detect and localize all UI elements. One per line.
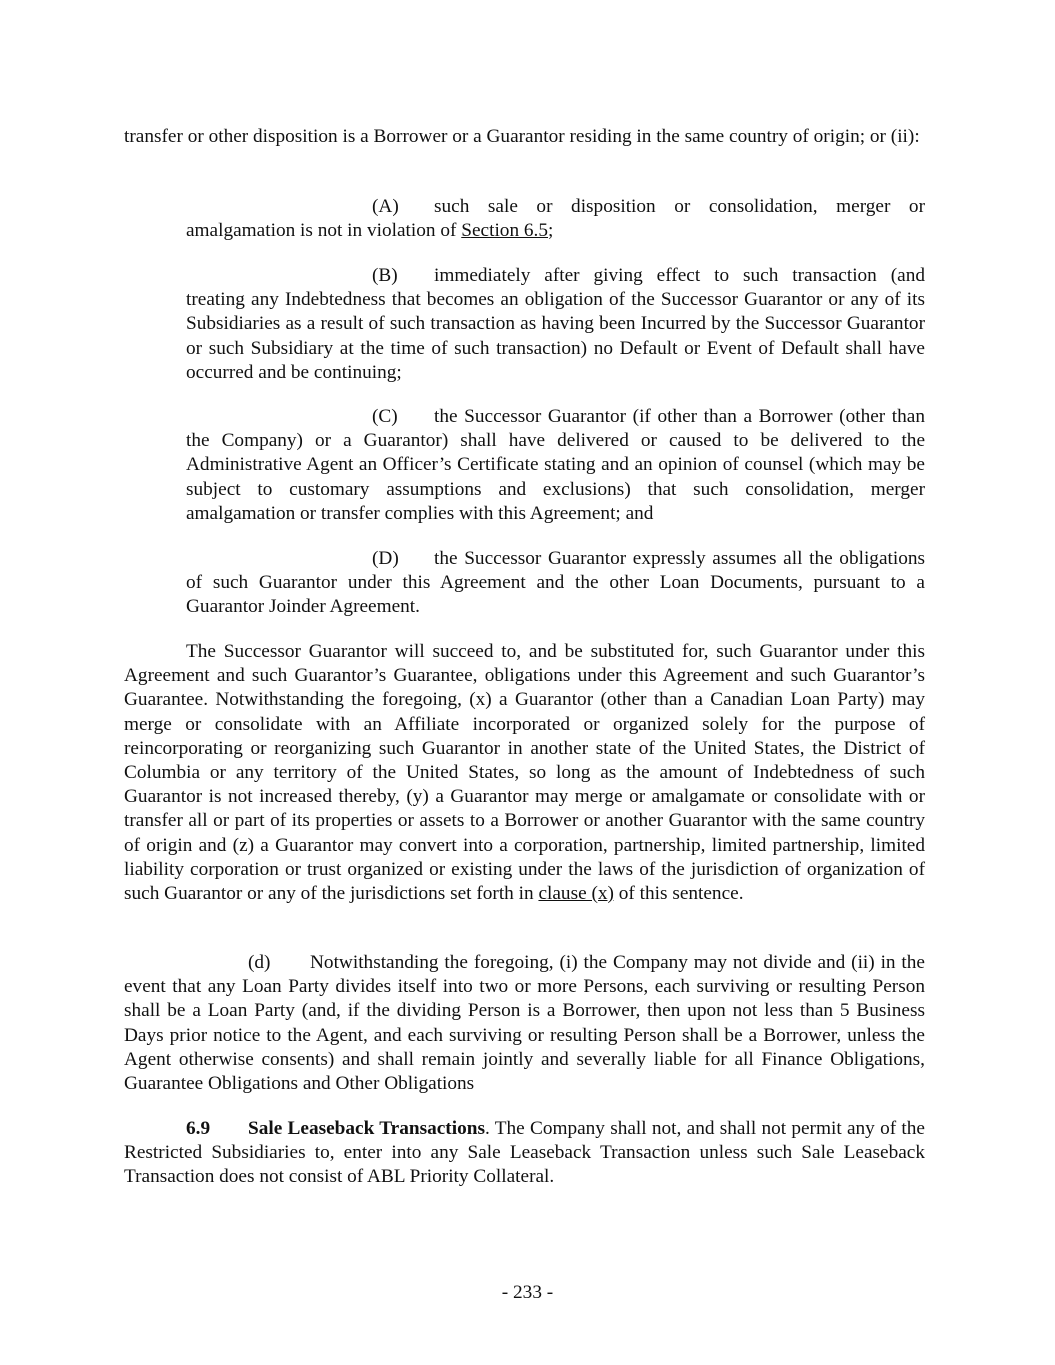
section-6-9-title: Sale Leaseback Transactions bbox=[248, 1118, 485, 1139]
paragraph-successor-text: The Successor Guarantor will succeed to, and be substituted for, such Guarantor under this Agreement and such Guarantor’s Guarantee, obligations under this Agreement and such Guarantor’s Guarantee. Notwithstanding the foregoing, (x) a Guarantor (other than a Canadian Loan Party) may merge or consolidate with an Affiliate incorporated or organized solely for the purpose of reincorporating or reorganizing such Guarantor in another state of the United States, the District of Columbia or any territory of the United States, so long as the amount of Indebtedness of such Guarantor is not increased thereby, (y) a Guarantor may merge or amalgamate or consolidate with or transfer all or part of its properties or assets to a Borrower or another Guarantor with the same country of origin and (z) a Guarantor may convert into a corporation, partnership, limited partnership, limited liability corporation or trust organized or existing under the laws of the jurisdiction of organization of such Guarantor or any of the jurisdictions set forth in bbox=[124, 641, 925, 905]
paragraph-successor-guarantor bbox=[124, 640, 925, 906]
clause-a bbox=[186, 195, 925, 243]
page-number: - 233 - bbox=[501, 1282, 554, 1303]
clause-a-text: such sale or disposition or consolidation, merger or amalgamation is not in violation of bbox=[186, 196, 925, 242]
section-6-5-link[interactable]: Section 6.5 bbox=[461, 220, 549, 242]
clause-c bbox=[186, 405, 925, 526]
section-6-9 bbox=[124, 1117, 925, 1190]
section-6-9-number: 6.9 bbox=[186, 1118, 211, 1139]
clause-b-label: (B) bbox=[372, 265, 398, 286]
clause-b bbox=[186, 264, 925, 385]
clause-x-link[interactable]: clause (x) bbox=[538, 883, 614, 905]
paragraph-transfer-text: transfer or other disposition is a Borrower or a Guarantor residing in the same country of origin; or (ii): bbox=[124, 126, 920, 147]
clause-a-punct: ; bbox=[548, 220, 554, 242]
paragraph-transfer bbox=[124, 125, 925, 149]
clause-d-lower bbox=[124, 951, 925, 1096]
paragraph-successor-tail: of this sentence. bbox=[613, 883, 744, 905]
clause-c-text: the Successor Guarantor (if other than a Borrower (other than the Company) or a Guarantor) shall have delivered or caused to be delivered to the Administrative Agent an Officer’s Certificate stating and an opinion of counsel (which may be subject to customary assumptions and exclusions) that such consolidation, merger amalgamation or transfer complies with this Agreement; and bbox=[186, 406, 925, 524]
section-6-9-text: . The Company shall not, and shall not permit any of the Restricted Subsidiaries to, enter into any Sale Leaseback Transaction unless such Sale Leaseback Transaction does not consist of ABL Priority Collateral. bbox=[124, 1118, 925, 1188]
clause-d-upper-text: the Successor Guarantor expressly assumes all the obligations of such Guarantor under this Agreement and the other Loan Documents, pursuant to a Guarantor Joinder Agreement. bbox=[186, 548, 925, 618]
clause-b-text: immediately after giving effect to such transaction (and treating any Indebtedness that becomes an obligation of the Successor Guarantor or any of its Subsidiaries as a result of such transaction as having been Incurred by the Successor Guarantor or such Subsidiary at the time of such transaction) no Default or Event of Default shall have occurred and be continuing; bbox=[186, 265, 925, 383]
clause-d-lower-text: Notwithstanding the foregoing, (i) the Company may not divide and (ii) in the event that any Loan Party divides itself into two or more Persons, each surviving or resulting Person shall be a Loan Party (and, if the dividing Person is a Borrower, then upon not less than 5 Business Days prior notice to the Agent, and each surviving or resulting Person shall be a Borrower, unless the Agent otherwise consents) and shall remain jointly and severally liable for all Finance Obligations, Guarantee Obligations and Other Obligations bbox=[124, 952, 925, 1095]
clause-d-lower-label: (d) bbox=[248, 952, 271, 973]
clause-d-upper-label: (D) bbox=[372, 548, 399, 569]
clause-d-upper bbox=[186, 547, 925, 620]
clause-c-label: (C) bbox=[372, 406, 398, 427]
clause-a-label: (A) bbox=[372, 196, 399, 217]
